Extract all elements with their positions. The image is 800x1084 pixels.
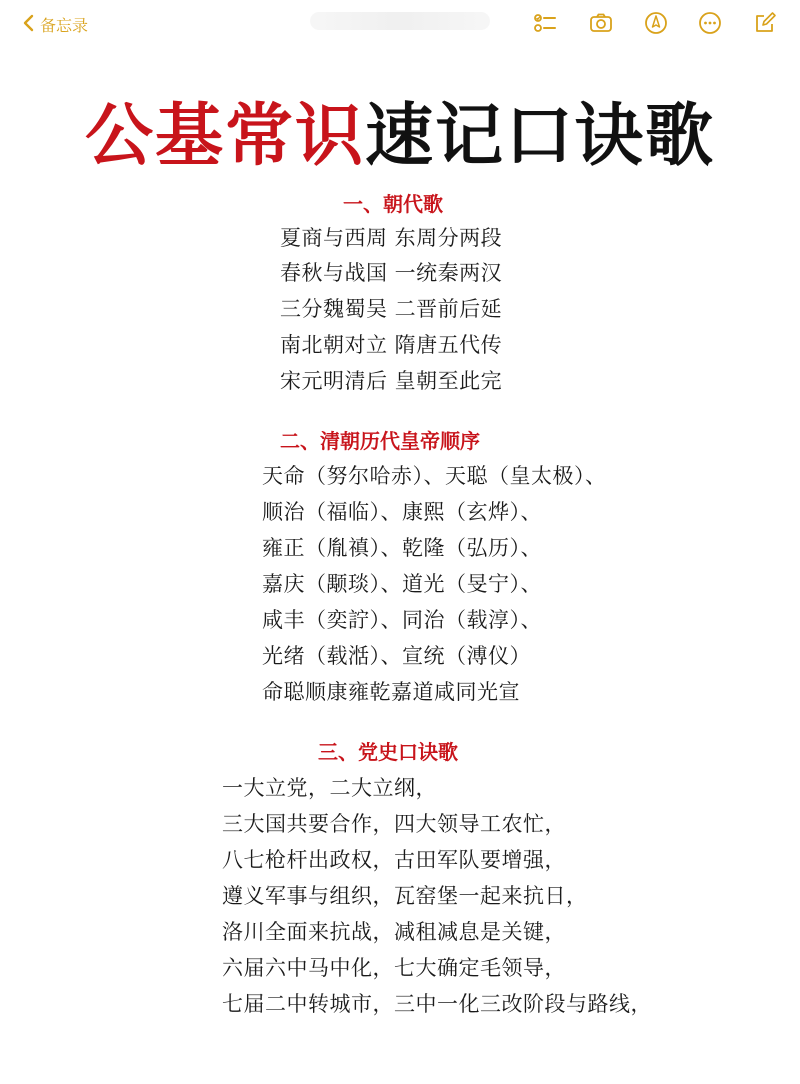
compose-button[interactable]: [752, 12, 778, 38]
page-title: [0, 82, 800, 179]
camera-button[interactable]: [588, 12, 614, 38]
checklist-icon: [533, 11, 557, 39]
camera-icon: [589, 11, 613, 39]
section-heading-qing-emperors: 二、清朝历代皇帝顺序: [280, 429, 480, 453]
emperor-line: 咸丰（奕詝）、同治（载淳）、: [262, 608, 542, 632]
more-button[interactable]: [697, 12, 723, 38]
back-label: 备忘录: [40, 16, 89, 35]
party-line: 六届六中马中化，七大确定毛领导，: [222, 956, 566, 980]
checklist-button[interactable]: [532, 12, 558, 38]
emperor-line: 顺治（福临）、康熙（玄烨）、: [262, 500, 542, 524]
party-line: 遵义军事与组织，瓦窑堡一起来抗日，: [222, 884, 588, 908]
emperor-line: 雍正（胤禛）、乾隆（弘历）、: [262, 536, 542, 560]
markup-button[interactable]: [643, 12, 669, 38]
title-black-part: 速记口诀歌: [365, 97, 716, 176]
compose-icon: [753, 11, 777, 39]
party-line: 八七枪杆出政权，古田军队要增强，: [222, 848, 566, 872]
top-bar: [0, 0, 800, 50]
markup-icon: [644, 11, 668, 39]
section-heading-party-history: 三、党史口诀歌: [318, 740, 458, 764]
title-red-part: 公基常识: [84, 97, 365, 176]
section-heading-dynasties: 一、朝代歌: [343, 192, 443, 216]
poem-line: 宋元明清后 皇朝至此完: [280, 369, 503, 393]
poem-line: 春秋与战国 一统秦两汉: [280, 261, 503, 285]
party-line: 七届二中转城市，三中一化三改阶段与路线，: [222, 992, 652, 1016]
more-icon: [698, 11, 722, 39]
blurred-note-title: [310, 12, 490, 30]
emperor-line: 天命（努尔哈赤）、天聪（皇太极）、: [262, 464, 607, 488]
poem-line: 夏商与西周 东周分两段: [280, 226, 503, 250]
poem-line: 三分魏蜀吴 二晋前后延: [280, 297, 503, 321]
party-line: 三大国共要合作，四大领导工农忙，: [222, 812, 566, 836]
chevron-left-icon: [22, 14, 36, 36]
emperor-line: 光绪（载湉）、宣统（溥仪）: [262, 644, 531, 668]
back-button[interactable]: [22, 13, 88, 36]
emperor-line: 嘉庆（颙琰）、道光（旻宁）、: [262, 572, 542, 596]
emperor-line: 命聪顺康雍乾嘉道咸同光宣: [262, 680, 520, 704]
party-line: 一大立党，二大立纲，: [222, 776, 437, 800]
party-line: 洛川全面来抗战，减租减息是关键，: [222, 920, 566, 944]
poem-line: 南北朝对立 隋唐五代传: [280, 333, 503, 357]
